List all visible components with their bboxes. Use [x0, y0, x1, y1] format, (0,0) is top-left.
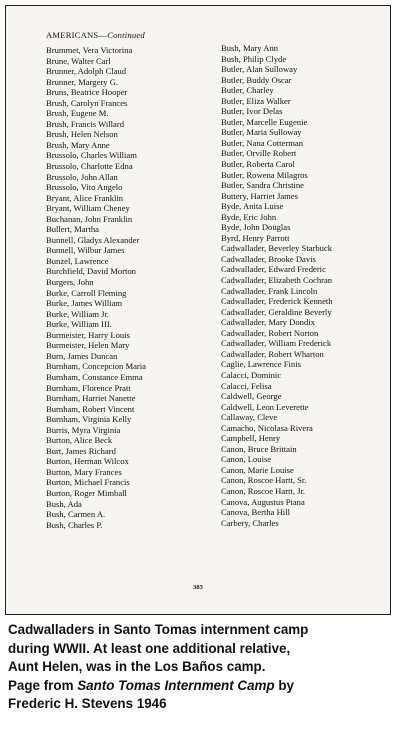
- list-item: Canon, Marie Louise: [221, 464, 294, 475]
- list-item: Burchfield, David Morton: [46, 266, 136, 277]
- list-item: Burnham, Virginia Kelly: [46, 414, 132, 425]
- list-item: Burnham, Harriet Nanette: [46, 393, 136, 404]
- list-item: Byrd, Henry Parrott: [221, 232, 290, 243]
- list-item: Bryant, William Cheney: [46, 203, 130, 214]
- list-item: Caglie, Lawrence Finis: [221, 359, 301, 370]
- list-item: Butler, Orville Robert: [221, 148, 297, 159]
- list-item: Butler, Ivor Delas: [221, 106, 283, 117]
- photo-caption: [8, 621, 396, 714]
- list-item: Cadwallader, Elizabeth Cochran: [221, 275, 333, 286]
- list-item: Butler, Charley: [221, 85, 274, 96]
- list-item: Burke, William Jr.: [46, 308, 109, 319]
- list-item: Burgers, John: [46, 277, 94, 288]
- caption-line: during WWII. At least one additional relative,: [8, 640, 291, 656]
- list-item: Burt, James Richard: [46, 445, 116, 456]
- list-item: Caldwell, George: [221, 391, 282, 402]
- list-item: Bunnell, Wilbur James: [46, 245, 125, 256]
- list-item: Butler, Maria Sulloway: [221, 127, 302, 138]
- list-item: Burke, James William: [46, 298, 123, 309]
- book-title: Santo Tomas Internment Camp: [77, 677, 275, 693]
- list-item: Burmeister, Harry Louis: [46, 329, 130, 340]
- list-item: Butler, Rowena Milagros: [221, 169, 308, 180]
- list-item: Byde, Eric John: [221, 211, 277, 222]
- list-item: Camacho, Nicolasa Rivera: [221, 422, 313, 433]
- list-item: Burton, Herman Wilcox: [46, 456, 129, 467]
- book-page-scan: [5, 5, 391, 615]
- list-item: Brussolo, Charles William: [46, 150, 137, 161]
- caption-suffix: by: [274, 677, 294, 693]
- list-item: Butler, Nana Cotterman: [221, 137, 303, 148]
- caption-line: Frederic H. Stevens 1946: [8, 696, 167, 712]
- list-item: Cadwallader, Geraldine Beverly: [221, 306, 332, 317]
- name-list-right-column: [221, 43, 333, 528]
- header-continued: Continued: [107, 30, 145, 40]
- list-item: Butler, Buddy Oscar: [221, 74, 292, 85]
- list-item: Canon, Roscoe Hartt, Jr.: [221, 485, 306, 496]
- list-item: Bush, Carmen A.: [46, 509, 106, 520]
- list-item: Cadwallader, Beverley Starbuck: [221, 243, 333, 254]
- list-item: Bush, Philip Clyde: [221, 53, 287, 64]
- list-item: Burke, William III.: [46, 319, 112, 330]
- list-item: Burton, Michael Francis: [46, 477, 130, 488]
- list-item: Bryant, Alice Franklin: [46, 192, 124, 203]
- list-item: Brush, Carolyn Frances: [46, 97, 128, 108]
- list-item: Canon, Louise: [221, 454, 272, 465]
- list-item: Byde, Anita Luise: [221, 201, 284, 212]
- list-item: Bruns, Beatrice Hooper: [46, 87, 128, 98]
- list-item: Canon, Bruce Brittain: [221, 443, 297, 454]
- list-item: Burnham, Concepcion Maria: [46, 361, 146, 372]
- caption-source-line: [8, 677, 396, 696]
- list-item: Burn, James Duncan: [46, 350, 118, 361]
- list-item: Burton, Mary Frances: [46, 466, 122, 477]
- list-item: Brussolo, John Allan: [46, 171, 118, 182]
- list-item: Burton, Alice Beck: [46, 435, 113, 446]
- list-item: Butler, Sandra Christine: [221, 180, 304, 191]
- list-item: Brussolo, Charlotte Edna: [46, 161, 133, 172]
- list-item: Buchanan, John Franklin: [46, 213, 133, 224]
- page-number: 383: [193, 584, 203, 591]
- list-item: Canova, Augustus Piana: [221, 496, 305, 507]
- list-item: Brush, Mary Anne: [46, 139, 110, 150]
- list-item: Bunnell, Gladys Alexander: [46, 234, 140, 245]
- caption-prefix: Page from: [8, 677, 78, 693]
- list-item: Bullert, Martha: [46, 224, 99, 235]
- list-item: Cadwallader, Edward Frederic: [221, 264, 326, 275]
- list-item: Burnham, Robert Vincent: [46, 403, 135, 414]
- list-item: Bush, Mary Ann: [221, 43, 279, 53]
- page-header: [46, 30, 145, 40]
- list-item: Burton, Roger Mimball: [46, 487, 127, 498]
- list-item: Bunzel, Lawrence: [46, 255, 109, 266]
- list-item: Cadwallader, William Frederick: [221, 338, 332, 349]
- list-item: Caldwell, Leon Leverette: [221, 401, 309, 412]
- list-item: Cadwallader, Robert Wharton: [221, 348, 324, 359]
- list-item: Butler, Marcelle Eugenie: [221, 116, 308, 127]
- list-item: Calacci, Dominic: [221, 369, 282, 380]
- list-item: Bush, Ada: [46, 498, 82, 509]
- list-item: Callaway, Cleve: [221, 412, 278, 423]
- list-item: Butler, Roberta Carol: [221, 159, 295, 170]
- list-item: Burnham, Constance Emma: [46, 371, 143, 382]
- list-item: Calacci, Felisa: [221, 380, 272, 391]
- list-item: Burris, Myra Virginia: [46, 424, 121, 435]
- list-item: Cadwallader, Frederick Kenneth: [221, 296, 333, 307]
- list-item: Butler, Eliza Walker: [221, 95, 291, 106]
- caption-line: Cadwalladers in Santo Tomas internment camp: [8, 622, 309, 637]
- list-item: Cadwallader, Frank Lincoln: [221, 285, 318, 296]
- list-item: Campbell, Henry: [221, 433, 281, 444]
- list-item: Cadwallader, Brooke Davis: [221, 253, 316, 264]
- list-item: Brush, Helen Nelson: [46, 129, 118, 140]
- list-item: Burnham, Florence Pratt: [46, 382, 131, 393]
- list-item: Canova, Bertha Hill: [221, 507, 290, 518]
- list-item: Brush, Francis Willard: [46, 118, 125, 129]
- list-item: Buttery, Harriet James: [221, 190, 298, 201]
- list-item: Burke, Carroll Fleming: [46, 287, 127, 298]
- list-item: Brunner, Adolph Claud: [46, 66, 127, 77]
- list-item: Brummet, Vera Victorina: [46, 45, 133, 55]
- list-item: Butler, Alan Sulloway: [221, 64, 298, 75]
- list-item: Carbery, Charles: [221, 517, 279, 528]
- list-item: Brune, Walter Carl: [46, 55, 111, 66]
- list-item: Brush, Eugene M.: [46, 108, 109, 119]
- header-title: AMERICANS—: [46, 30, 108, 40]
- list-item: Cadwallader, Robert Norton: [221, 327, 319, 338]
- list-item: Brussolo, Vito Angelo: [46, 182, 123, 193]
- list-item: Byde, John Douglas: [221, 222, 291, 233]
- list-item: Brunner, Margery G.: [46, 76, 119, 87]
- list-item: Cadwallader, Mary Dondix: [221, 317, 315, 328]
- list-item: Bush, Charles P.: [46, 519, 103, 530]
- caption-line: Aunt Helen, was in the Los Baños camp.: [8, 659, 266, 675]
- list-item: Burmeister, Helen Mary: [46, 340, 130, 351]
- list-item: Canon, Roscoe Hartt, Sr.: [221, 475, 307, 486]
- name-list-left-column: [46, 45, 146, 530]
